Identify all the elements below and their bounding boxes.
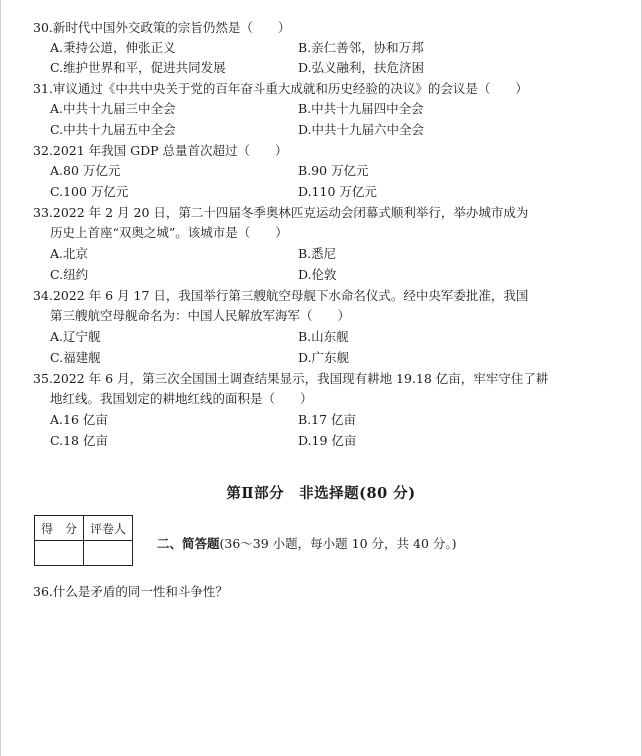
question-32-option-d: D.110 万亿元 [298, 184, 377, 199]
question-35-option-a: A.16 亿亩 [50, 412, 108, 427]
question-33-option-c: C.纽约 [50, 267, 89, 282]
question-32-option-a: A.80 万亿元 [50, 163, 121, 178]
question-33-option-b: B.悉尼 [298, 246, 337, 261]
subsection-heading [157, 534, 457, 552]
score-cell[interactable] [35, 541, 84, 566]
question-35-stem-line1: 35.2022 年 6 月，第三次全国国土调查结果显示，我国现有耕地 19.18 亿亩，牢牢守住了耕 [33, 371, 549, 386]
subsection-note: (36～39 小题，每小题 10 分，共 40 分。) [219, 536, 457, 551]
score-table [34, 515, 133, 566]
question-32-option-c: C.100 万亿元 [50, 184, 129, 199]
question-30-option-b: B.亲仁善邻，协和万邦 [298, 40, 424, 55]
section-title: 第Ⅱ部分 非选择题(80 分) [226, 485, 416, 502]
question-33-option-d: D.伦敦 [298, 267, 337, 282]
question-31-option-a: A.中共十九届三中全会 [50, 101, 176, 116]
score-header: 得 分 [35, 516, 84, 541]
question-30-option-d: D.弘义融利，扶危济困 [298, 60, 425, 75]
subsection-label: 二、简答题 [157, 536, 220, 551]
question-34-option-c: C.福建舰 [50, 350, 101, 365]
page-border-left [0, 0, 1, 756]
question-31-option-c: C.中共十九届五中全会 [50, 122, 176, 137]
question-35-option-d: D.19 亿亩 [298, 433, 357, 448]
question-34-stem-line1: 34.2022 年 6 月 17 日，我国举行第三艘航空母舰下水命名仪式。经中央军委批准，我国 [33, 288, 529, 303]
question-31-option-d: D.中共十九届六中全会 [298, 122, 425, 137]
question-32-option-b: B.90 万亿元 [298, 163, 369, 178]
question-34-stem-line2: 第三艘航空母舰命名为：中国人民解放军海军（ ） [50, 308, 351, 323]
question-33-stem-line1: 33.2022 年 2 月 20 日，第二十四届冬季奥林匹克运动会闭幕式顺利举行，举办城市成为 [33, 205, 529, 220]
question-30-stem: 30.新时代中国外交政策的宗旨仍然是（ ） [33, 20, 291, 35]
question-34-option-d: D.广东舰 [298, 350, 350, 365]
question-31-stem: 31.审议通过《中共中央关于党的百年奋斗重大成就和历史经验的决议》的会议是（ ） [33, 81, 528, 96]
question-30-option-c: C.维护世界和平，促进共同发展 [50, 60, 226, 75]
grader-cell[interactable] [84, 541, 133, 566]
question-36: 36.什么是矛盾的同一性和斗争性？ [33, 584, 228, 599]
grader-header: 评卷人 [84, 516, 133, 541]
question-35-option-c: C.18 亿亩 [50, 433, 108, 448]
question-35-option-b: B.17 亿亩 [298, 412, 357, 427]
question-32-stem: 32.2021 年我国 GDP 总量首次超过（ ） [33, 143, 288, 158]
question-31-option-b: B.中共十九届四中全会 [298, 101, 424, 116]
question-34-option-b: B.山东舰 [298, 329, 349, 344]
question-33-stem-line2: 历史上首座“双奥之城”。该城市是（ ） [50, 225, 288, 240]
question-34-option-a: A.辽宁舰 [50, 329, 101, 344]
question-33-option-a: A.北京 [50, 246, 89, 261]
question-35-stem-line2: 地红线。我国划定的耕地红线的面积是（ ） [50, 391, 313, 406]
question-30-option-a: A.秉持公道，伸张正义 [50, 40, 176, 55]
